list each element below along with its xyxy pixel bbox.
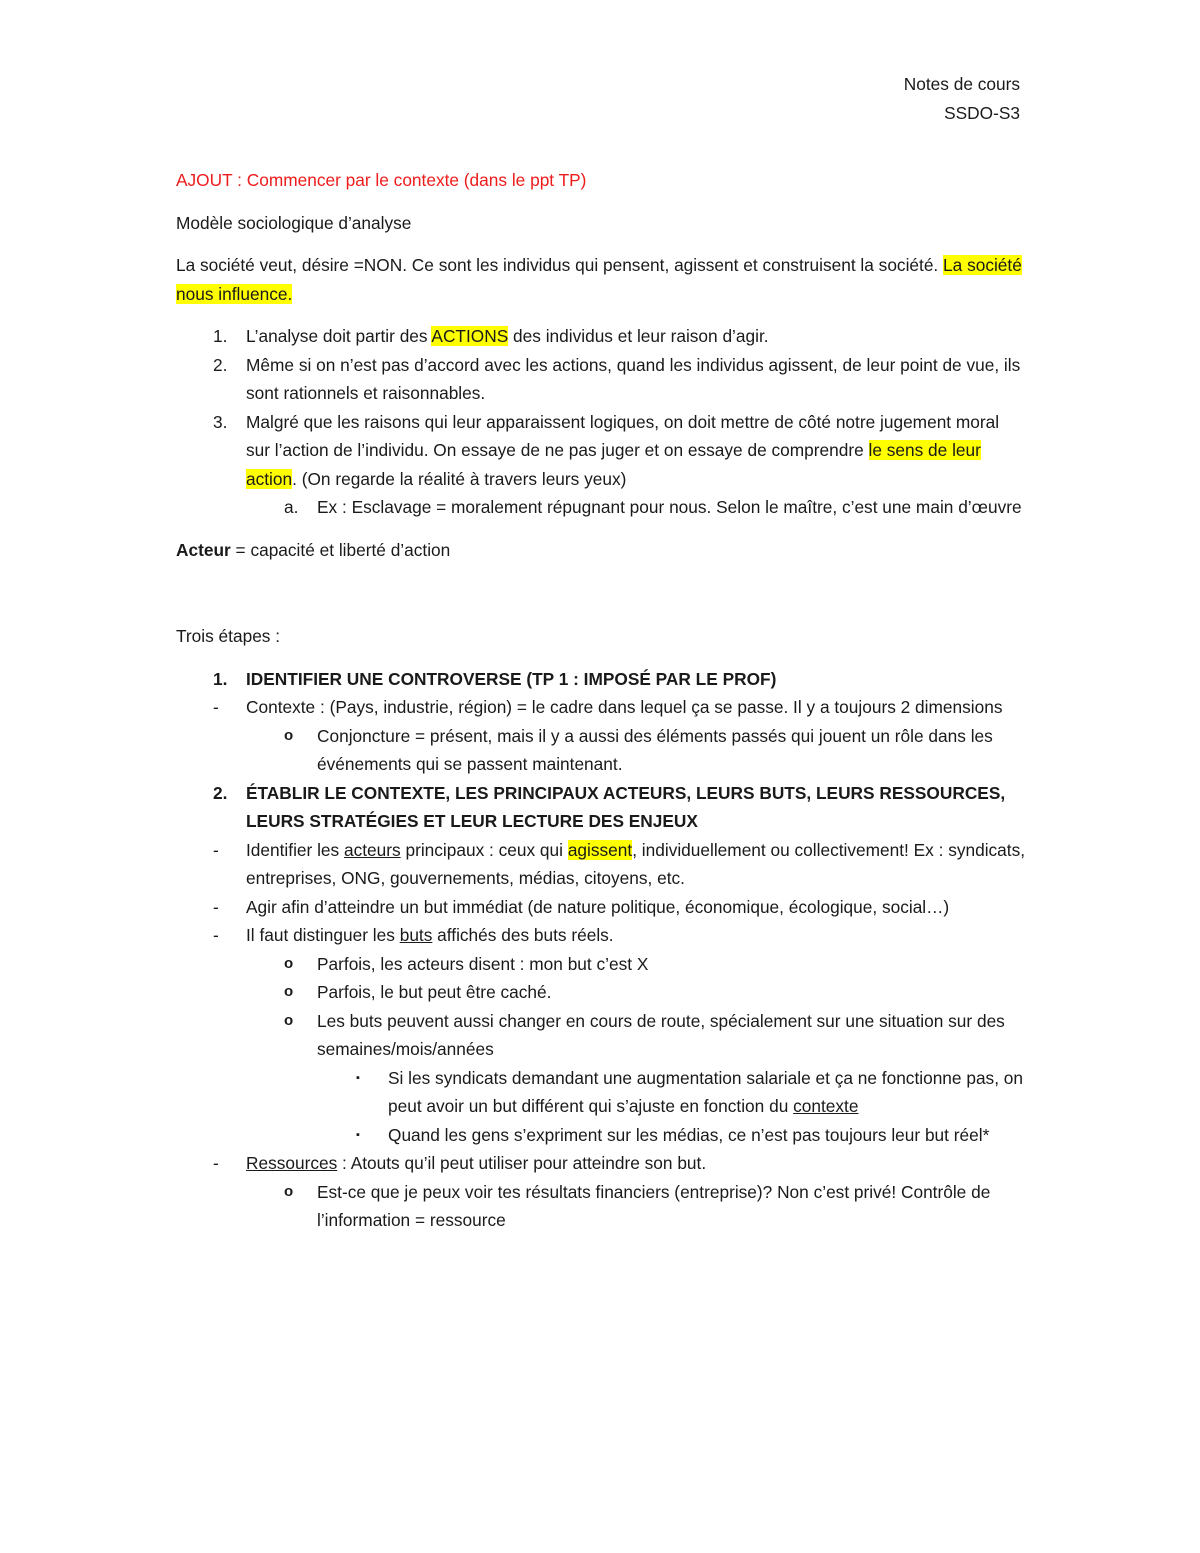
contexte-item: - Contexte : (Pays, industrie, région) = le cadre dans lequel ça se passe. Il y a toujours 2 dimensions [176,693,1026,722]
step-1-title: IDENTIFIER UNE CONTROVERSE (TP 1 : IMPOSÉ PAR LE PROF) [246,668,777,689]
header-course-code: SSDO-S3 [944,103,1020,123]
underlined-ressources: Ressources [246,1153,338,1173]
numbered-item-3: 3. Malgré que les raisons qui leur apparaissent logiques, on doit mettre de côté notre jugement moral sur l’action de l’individu. On essaye de ne pas juger et on essaye de comprendre le sens de leur action. (On regarde la réalité à travers leurs yeux) [176,408,1026,494]
list-marker: 2. [213,782,228,803]
list-marker: 1. [213,326,228,346]
list-item: o Est-ce que je peux voir tes résultats financiers (entreprise)? Non c’est privé! Contrôle de l’information = ressource [176,1178,1026,1235]
intro-text: La société veut, désire =NON. Ce sont les individus qui pensent, agissent et construisent la société. [176,255,944,275]
dash-marker: - [213,697,219,717]
square-bullet-icon: ▪ [356,1128,360,1141]
page-header [904,70,1020,128]
highlight-sens: le sens de leur action [246,440,981,489]
circle-bullet-icon: o [284,954,294,972]
list-item: o Les buts peuvent aussi changer en cours de route, spécialement sur une situation sur des semaines/mois/années [176,1007,1026,1064]
circle-bullet-icon: o [284,1011,294,1029]
conjoncture-item: o Conjoncture = présent, mais il y a aussi des éléments passés qui jouent un rôle dans les événements qui se passent maintenant. [176,722,1026,779]
circle-bullet-icon: o [284,1182,294,1200]
agir-item: - Agir afin d’atteindre un but immédiat (de nature politique, économique, écologique, social…) [176,893,1026,922]
dash-marker: - [213,925,219,945]
dash-marker: - [213,1153,219,1173]
list-marker: 1. [213,668,228,689]
underlined-acteurs: acteurs [343,839,401,860]
section-title: Modèle sociologique d’analyse [176,212,412,233]
step-2-title: ÉTABLIR LE CONTEXTE, LES PRINCIPAUX ACTEURS, LEURS BUTS, LEURS RESSOURCES, LEURS STRATÉGIES ET LEUR LECTURE DES ENJEUX [246,782,1006,831]
distinguer-item: - Il faut distinguer les buts affichés des buts réels. [176,921,1026,950]
dash-marker: - [213,896,219,917]
list-item: o Parfois, le but peut être caché. [176,978,1026,1007]
ajout-note: AJOUT : Commencer par le contexte (dans le ppt TP) [176,170,587,190]
highlight-agissent: agissent [567,839,633,860]
highlight-actions: ACTIONS [431,326,509,346]
step-2 [176,779,1026,836]
circle-bullet-icon: o [284,726,294,744]
acteur-term: Acteur [176,539,231,560]
identifier-item: - Identifier les acteurs principaux : ceux qui agissent, individuellement ou collectivement! Ex : syndicats, entreprises, ONG, gouvernements, médias, citoyens, etc. [176,836,1026,893]
underlined-buts: buts [399,925,433,945]
document-body [176,166,1026,1235]
intro-highlight: La société nous influence. [176,255,1022,304]
intro-paragraph [176,251,1026,308]
numbered-item-2: 2. Même si on n’est pas d’accord avec les actions, quand les individus agissent, de leur point de vue, ils sont rationnels et raisonnables. [176,351,1026,408]
list-marker: 3. [213,411,228,432]
list-item: o Parfois, les acteurs disent : mon but c’est X [176,950,1026,979]
trois-etapes-heading: Trois étapes : [176,626,281,646]
header-title: Notes de cours [903,74,1020,94]
acteur-definition: Acteur = capacité et liberté d’action [176,539,451,560]
list-marker: 2. [213,354,228,375]
ressources-item: - Ressources : Atouts qu’il peut utiliser pour atteindre son but. [176,1149,1026,1178]
square-bullet-icon: ▪ [356,1071,360,1084]
underlined-contexte: contexte [793,1096,859,1116]
list-item: ▪ Quand les gens s’expriment sur les médias, ce n’est pas toujours leur but réel* [176,1121,1026,1150]
list-item: ▪ Si les syndicats demandant une augmentation salariale et ça ne fonctionne pas, on peut avoir un but différent qui s’ajuste en fonction du contexte [176,1064,1026,1121]
numbered-item-1: 1. L’analyse doit partir des ACTIONS des individus et leur raison d’agir. [176,322,1026,351]
circle-bullet-icon: o [284,983,294,1000]
list-marker: a. [284,497,299,517]
sub-item-a: a. Ex : Esclavage = moralement répugnant pour nous. Selon le maître, c’est une main d’œuvre [176,493,1026,522]
dash-marker: - [213,839,219,860]
step-1 [176,665,1026,694]
